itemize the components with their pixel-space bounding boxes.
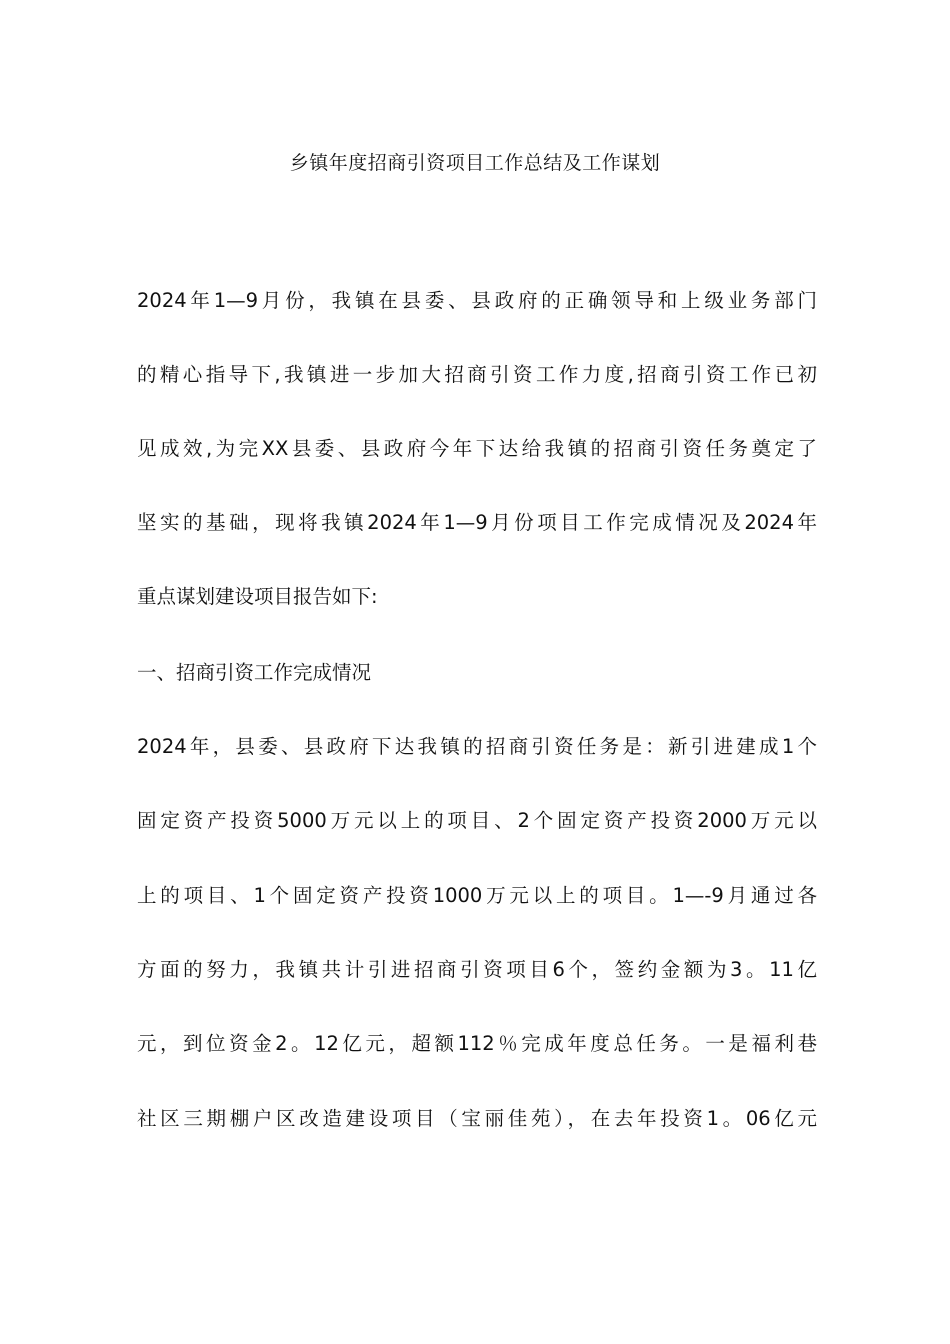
section-heading-1: 一、招商引资工作完成情况 <box>137 661 372 684</box>
body-line-4: 坚实的基础，现将我镇2024年1—9月份项目工作完成情况及2024年 <box>137 511 817 534</box>
body-line-5: 重点谋划建设项目报告如下: <box>137 585 378 608</box>
body-line-8: 固定资产投资5000万元以上的项目、2个固定资产投资2000万元以 <box>137 809 817 832</box>
body-line-11: 元，到位资金2。12亿元，超额112％完成年度总任务。一是福利巷 <box>137 1032 817 1055</box>
body-line-1: 2024年1—9月份，我镇在县委、县政府的正确领导和上级业务部门 <box>137 289 817 312</box>
body-line-2: 的精心指导下,我镇进一步加大招商引资工作力度,招商引资工作已初 <box>137 363 817 386</box>
document-title: 乡镇年度招商引资项目工作总结及工作谋划 <box>289 152 661 174</box>
body-line-12: 社区三期棚户区改造建设项目（宝丽佳苑），在去年投资1。06亿元 <box>137 1107 817 1130</box>
body-line-3: 见成效,为完XX县委、县政府今年下达给我镇的招商引资任务奠定了 <box>137 437 817 460</box>
body-line-10: 方面的努力，我镇共计引进招商引资项目6个，签约金额为3。11亿 <box>137 958 817 981</box>
body-line-7: 2024年，县委、县政府下达我镇的招商引资任务是：新引进建成1个 <box>137 735 817 758</box>
body-line-9: 上的项目、1个固定资产投资1000万元以上的项目。1—-9月通过各 <box>137 884 817 907</box>
